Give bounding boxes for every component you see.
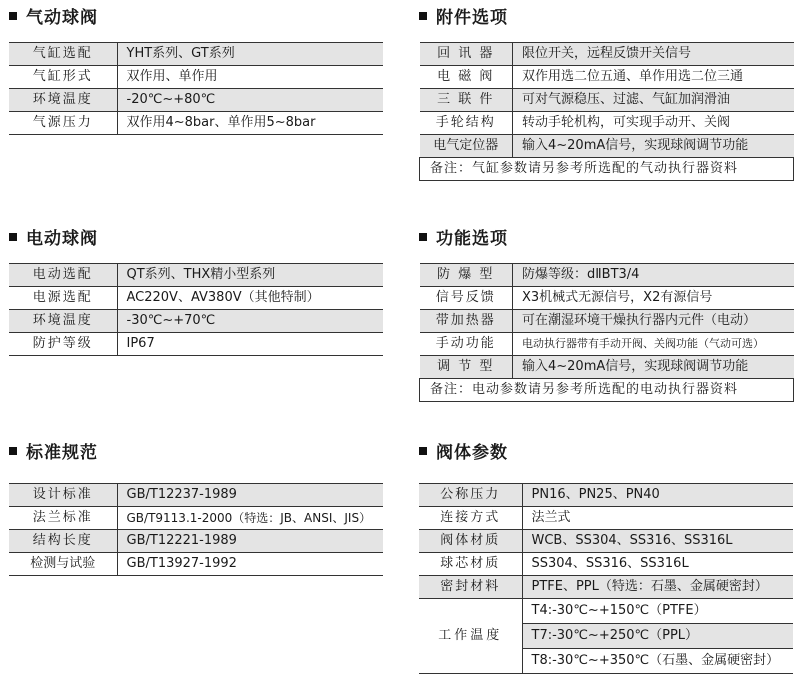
table-row [420, 287, 794, 310]
standards-title: 标准规范 [9, 443, 98, 463]
row-value: IP67 [117, 333, 383, 356]
row-label: 法兰标准 [9, 507, 117, 530]
row-value: 转动手轮机构，可实现手动开、关阀 [513, 112, 794, 135]
row-value: 双作用、单作用 [117, 66, 383, 89]
row-value: AC220V、AV380V（其他特制） [117, 287, 383, 310]
row-value: PTFE、PPL（特选：石墨、金属硬密封） [522, 576, 793, 599]
row-value: 限位开关，远程反馈开关信号 [513, 43, 794, 66]
functions-title: 功能选项 [419, 229, 508, 249]
row-label: 球芯材质 [419, 553, 522, 576]
square-bullet-icon [9, 233, 17, 241]
table-row [419, 576, 793, 599]
square-bullet-icon [9, 447, 17, 455]
row-label: 环境温度 [9, 89, 117, 112]
row-label: 带加热器 [420, 310, 513, 333]
row-label: 手动功能 [420, 333, 513, 356]
row-value: GB/T9113.1-2000（特选：JB、ANSI、JIS） [117, 507, 383, 530]
row-label: 气缸形式 [9, 66, 117, 89]
row-label: 环境温度 [9, 310, 117, 333]
row-value: WCB、SS304、SS316、SS316L [522, 530, 793, 553]
row-label: 检测与试验 [9, 553, 117, 576]
table-row [419, 599, 793, 624]
row-label: 结构长度 [9, 530, 117, 553]
row-label: 回 讯 器 [420, 43, 513, 66]
accessories-note: 备注：气缸参数请另参考所选配的气动执行器资料 [420, 158, 794, 181]
body-params-title: 阀体参数 [419, 443, 508, 463]
table-row [9, 310, 383, 333]
temp-label: 工作温度 [419, 599, 522, 674]
table-row [9, 43, 383, 66]
row-value: X3机械式无源信号，X2有源信号 [513, 287, 794, 310]
row-label: 公称压力 [419, 484, 522, 507]
row-label: 气源压力 [9, 112, 117, 135]
row-value: 电动执行器带有手动开阀、关阀功能（气动可选） [513, 333, 794, 356]
row-label: 设计标准 [9, 484, 117, 507]
row-value: 输入4~20mA信号，实现球阀调节功能 [513, 135, 794, 158]
table-row [420, 310, 794, 333]
table-row [9, 264, 383, 287]
row-label: 气缸选配 [9, 43, 117, 66]
row-label: 防 爆 型 [420, 264, 513, 287]
row-label: 调 节 型 [420, 356, 513, 379]
accessories-title: 附件选项 [419, 8, 508, 28]
table-row [9, 530, 383, 553]
row-label: 电动选配 [9, 264, 117, 287]
row-label: 电气定位器 [420, 135, 513, 158]
square-bullet-icon [419, 12, 427, 20]
table-row [420, 333, 794, 356]
table-row [420, 112, 794, 135]
pneumatic-title: 气动球阀 [9, 8, 98, 28]
table-row [419, 484, 793, 507]
standards-table [9, 483, 383, 576]
table-row [420, 66, 794, 89]
electric-table [9, 263, 383, 356]
row-value: 输入4~20mA信号，实现球阀调节功能 [513, 356, 794, 379]
row-value: 法兰式 [522, 507, 793, 530]
table-row [420, 356, 794, 379]
row-value: YHT系列、GT系列 [117, 43, 383, 66]
electric-title: 电动球阀 [9, 229, 98, 249]
row-label: 连接方式 [419, 507, 522, 530]
row-value: SS304、SS316、SS316L [522, 553, 793, 576]
row-value: -30℃~+70℃ [117, 310, 383, 333]
temp-value: T4:-30℃~+150℃（PTFE） [522, 599, 793, 624]
table-row [9, 287, 383, 310]
temp-value: T8:-30℃~+350℃（石墨、金属硬密封） [522, 649, 793, 674]
row-value: 防爆等级：dⅡBT3/4 [513, 264, 794, 287]
table-row [420, 89, 794, 112]
table-row [420, 135, 794, 158]
table-row [420, 43, 794, 66]
row-value: GB/T13927-1992 [117, 553, 383, 576]
table-row [420, 264, 794, 287]
row-label: 电源选配 [9, 287, 117, 310]
row-value: GB/T12221-1989 [117, 530, 383, 553]
row-value: PN16、PN25、PN40 [522, 484, 793, 507]
row-label: 密封材料 [419, 576, 522, 599]
temp-value: T7:-30℃~+250℃（PPL） [522, 624, 793, 649]
table-row [9, 89, 383, 112]
body-params-table [419, 483, 793, 674]
accessories-table [419, 42, 794, 181]
pneumatic-table [9, 42, 383, 135]
row-value: 双作用4~8bar、单作用5~8bar [117, 112, 383, 135]
square-bullet-icon [9, 12, 17, 20]
square-bullet-icon [419, 233, 427, 241]
row-label: 阀体材质 [419, 530, 522, 553]
row-value: 可对气源稳压、过滤、气缸加润滑油 [513, 89, 794, 112]
row-label: 信号反馈 [420, 287, 513, 310]
row-value: GB/T12237-1989 [117, 484, 383, 507]
table-row [9, 553, 383, 576]
table-row [9, 333, 383, 356]
table-row [419, 553, 793, 576]
row-label: 三 联 件 [420, 89, 513, 112]
row-value: 双作用选二位五通、单作用选二位三通 [513, 66, 794, 89]
table-row [9, 66, 383, 89]
row-label: 防护等级 [9, 333, 117, 356]
square-bullet-icon [419, 447, 427, 455]
row-value: QT系列、THX精小型系列 [117, 264, 383, 287]
row-label: 手轮结构 [420, 112, 513, 135]
table-row [419, 507, 793, 530]
functions-note: 备注：电动参数请另参考所选配的电动执行器资料 [420, 379, 794, 402]
table-row [9, 112, 383, 135]
row-value: -20℃~+80℃ [117, 89, 383, 112]
table-row [419, 530, 793, 553]
note-row [420, 158, 794, 181]
row-label: 电 磁 阀 [420, 66, 513, 89]
note-row [420, 379, 794, 402]
row-value: 可在潮湿环境干燥执行器内元件（电动） [513, 310, 794, 333]
table-row [9, 507, 383, 530]
table-row [9, 484, 383, 507]
functions-table [419, 263, 794, 402]
